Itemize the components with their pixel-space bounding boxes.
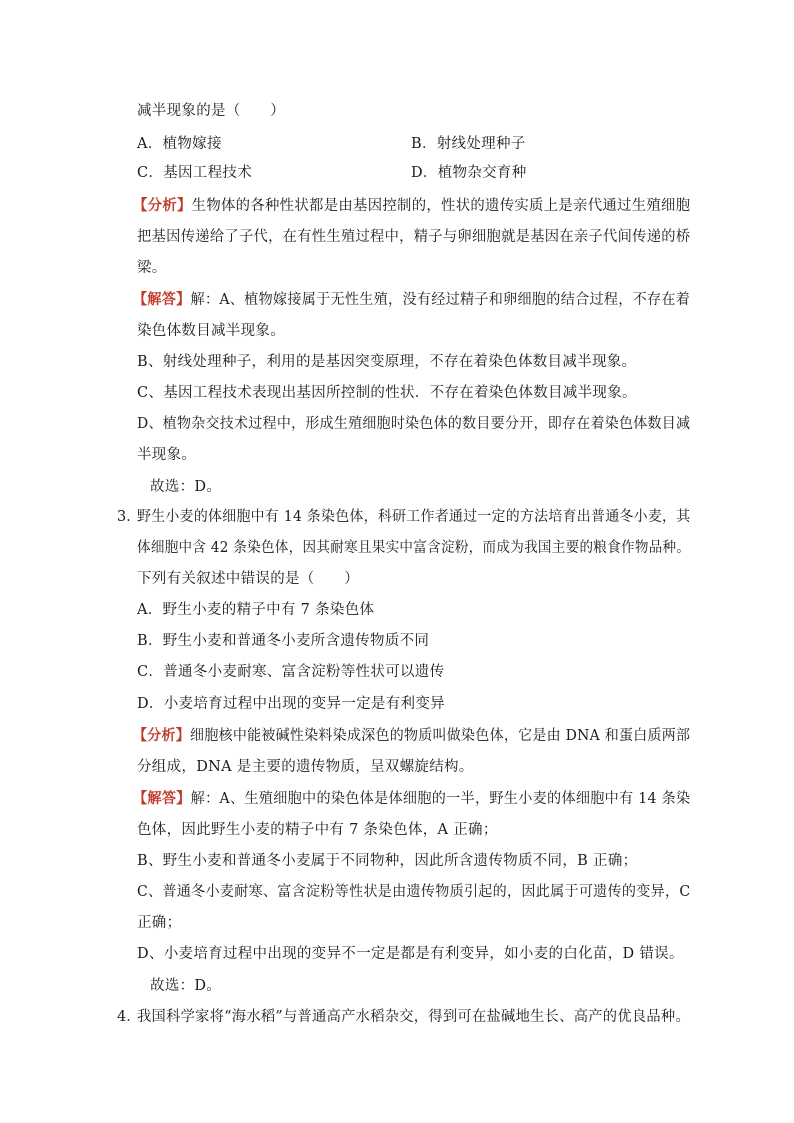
q3-analysis-line-1: 【分析】细胞核中能被碱性染料染成深色的物质叫做染色体，它是由 DNA 和蛋白质两部 bbox=[133, 727, 691, 744]
q3-stem-line-2: 体细胞中含 42 条染色体，因其耐寒且果实中富含淀粉，而成为我国主要的粮食作物品种。 bbox=[137, 540, 691, 556]
q3-answer-line-4: C、普通冬小麦耐寒、富含淀粉等性状是由遗传物质引起的，因此属于可遗传的变异，C bbox=[137, 884, 691, 900]
q3-answer-line-7: 故选：D。 bbox=[150, 978, 222, 994]
q3-option-a: A．野生小麦的精子中有 7 条染色体 bbox=[137, 602, 375, 618]
q3-option-d: D．小麦培育过程中出现的变异一定是有利变异 bbox=[137, 696, 445, 712]
analysis-tag: 【分析】 bbox=[133, 727, 191, 744]
q2-answer-line-3: B、射线处理种子，利用的是基因突变原理，不存在着染色体数目减半现象。 bbox=[137, 354, 637, 370]
q3-answer-line-6: D、小麦培育过程中出现的变异不一定是都是有利变异，如小麦的白化苗，D 错误。 bbox=[137, 946, 684, 962]
q2-option-d: D．植物杂交育种 bbox=[411, 165, 527, 181]
q2-answer-line-2: 染色体数目减半现象。 bbox=[137, 323, 285, 339]
q2-answer-line-1: 【解答】解：A、植物嫁接属于无性生殖，没有经过精子和卵细胞的结合过程，不存在着 bbox=[133, 291, 691, 308]
answer-tag: 【解答】 bbox=[133, 790, 191, 807]
q3-answer-line-2: 色体，因此野生小麦的精子中有 7 条染色体，A 正确； bbox=[137, 822, 498, 838]
q2-option-c: C．基因工程技术 bbox=[137, 165, 252, 181]
q2-analysis-line-2: 把基因传递给了子代，在有性生殖过程中，精子与卵细胞就是基因在亲子代间传递的桥 bbox=[137, 229, 691, 245]
q4-stem: 我国科学家将“海水稻”与普通高产水稻杂交，得到可在盐碱地生长、高产的优良品种。 bbox=[137, 1009, 691, 1025]
q3-stem-line-3: 下列有关叙述中错误的是（ ） bbox=[137, 571, 359, 587]
q2-answer-line-5: D、植物杂交技术过程中，形成生殖细胞时染色体的数目要分开，即存在着染色体数目减 bbox=[137, 416, 691, 432]
q2-answer-line-6: 半现象。 bbox=[137, 447, 197, 463]
answer-tag: 【解答】 bbox=[133, 291, 191, 308]
q3-answer-line-5: 正确； bbox=[137, 915, 182, 931]
q3-number: 3． bbox=[117, 509, 141, 525]
q2-analysis-line-1: 【分析】生物体的各种性状都是由基因控制的，性状的遗传实质上是亲代通过生殖细胞 bbox=[133, 197, 691, 214]
q3-option-b: B．野生小麦和普通冬小麦所含遗传物质不同 bbox=[137, 633, 430, 649]
q3-option-c: C．普通冬小麦耐寒、富含淀粉等性状可以遗传 bbox=[137, 664, 445, 680]
q2-stem-tail: 减半现象的是（ ） bbox=[137, 103, 285, 119]
q3-answer-line-3: B、野生小麦和普通冬小麦属于不同物种，因此所含遗传物质不同，B 正确； bbox=[137, 853, 638, 869]
q2-option-b: B．射线处理种子 bbox=[411, 136, 526, 152]
q2-answer-line-4: C、基因工程技术表现出基因所控制的性状．不存在着染色体数目减半现象。 bbox=[137, 385, 637, 401]
q3-analysis-line-2: 分组成，DNA 是主要的遗传物质，呈双螺旋结构。 bbox=[137, 759, 474, 775]
analysis-tag: 【分析】 bbox=[133, 197, 192, 214]
q2-analysis-line-3: 梁。 bbox=[137, 260, 167, 276]
q4-number: 4． bbox=[117, 1009, 141, 1025]
q3-stem-line-1: 野生小麦的体细胞中有 14 条染色体，科研工作者通过一定的方法培育出普通冬小麦，其 bbox=[137, 509, 691, 525]
q2-option-a: A．植物嫁接 bbox=[137, 136, 222, 152]
q3-answer-line-1: 【解答】解：A、生殖细胞中的染色体是体细胞的一半，野生小麦的体细胞中有 14 条染 bbox=[133, 790, 691, 807]
q2-answer-line-7: 故选：D。 bbox=[150, 479, 222, 495]
